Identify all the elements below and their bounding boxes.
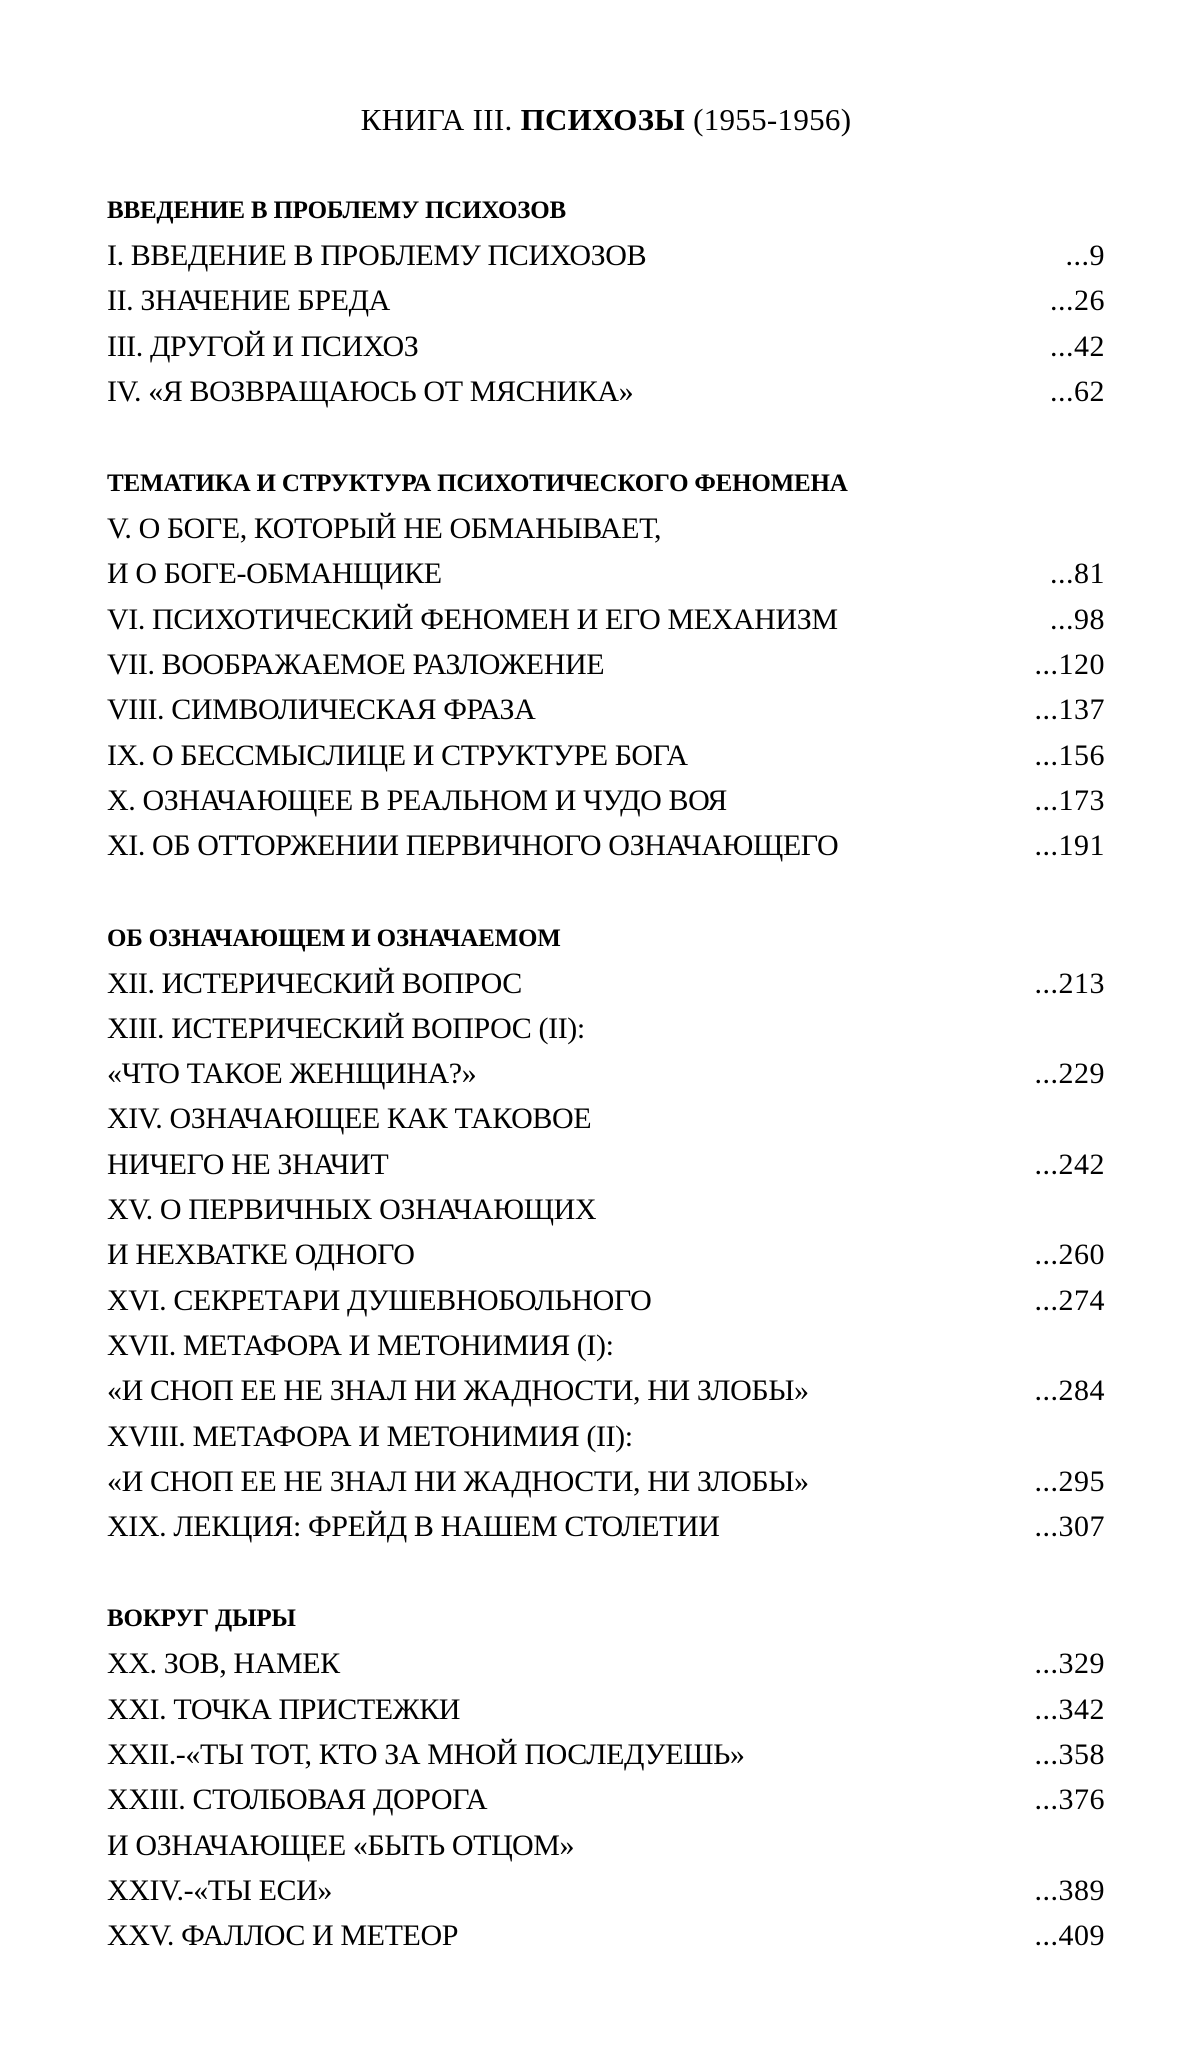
entry-title: XXIV.-«ТЫ ЕСИ» [107, 1873, 332, 1907]
entry-page-number: ...191 [1034, 829, 1105, 863]
toc-entry [107, 642, 1105, 687]
entry-page-number: ...242 [1034, 1147, 1105, 1181]
entry-page-number: ...120 [1034, 648, 1105, 682]
toc-entry [107, 1232, 1105, 1277]
entry-page-number: ...81 [1050, 557, 1105, 591]
entry-page-number: ...329 [1034, 1647, 1105, 1681]
toc-entry [107, 1868, 1105, 1913]
toc-entry [107, 1187, 1105, 1232]
toc-entry [107, 1414, 1105, 1459]
toc-entry [107, 823, 1105, 868]
entry-page-number: ...9 [1065, 239, 1105, 272]
entry-page-number: ...376 [1034, 1783, 1105, 1817]
entry-title: XXV. ФАЛЛОС И МЕТЕОР [107, 1919, 459, 1953]
entry-title: «И СНОП ЕЕ НЕ ЗНАЛ НИ ЖАДНОСТИ, НИ ЗЛОБЫ» [107, 1464, 809, 1498]
toc-section [107, 916, 1105, 1550]
toc-section [107, 461, 1105, 868]
toc-entry [107, 1096, 1105, 1141]
entry-title: I. ВВЕДЕНИЕ В ПРОБЛЕМУ ПСИХОЗОВ [107, 239, 647, 272]
toc-entry [107, 1006, 1105, 1051]
toc-entry [107, 1687, 1105, 1732]
entry-page-number: ...295 [1034, 1464, 1105, 1498]
entry-title: XVII. МЕТАФОРА И МЕТОНИМИЯ (I): [107, 1328, 614, 1362]
toc-entry [107, 597, 1105, 642]
entry-title: НИЧЕГО НЕ ЗНАЧИТ [107, 1147, 389, 1181]
entry-page-number: ...42 [1050, 329, 1105, 363]
book-years: (1955-1956) [693, 102, 852, 137]
entry-page-number: ...307 [1034, 1510, 1105, 1544]
entry-page-number: ...137 [1034, 693, 1105, 727]
toc-section [107, 1596, 1105, 1958]
book-prefix: КНИГА III. [360, 102, 513, 137]
entry-title: IX. О БЕССМЫСЛИЦЕ И СТРУКТУРЕ БОГА [107, 738, 688, 772]
section-heading: ОБ ОЗНАЧАЮЩЕМ И ОЗНАЧАЕМОМ [107, 924, 561, 952]
entry-title: «ЧТО ТАКОЕ ЖЕНЩИНА?» [107, 1057, 477, 1091]
toc-entry [107, 733, 1105, 778]
entry-title: XIII. ИСТЕРИЧЕСКИЙ ВОПРОС (II): [107, 1011, 585, 1045]
toc-entry [107, 369, 1105, 414]
section-heading: ВВЕДЕНИЕ В ПРОБЛЕМУ ПСИХОЗОВ [107, 197, 566, 224]
toc-entry [107, 1051, 1105, 1096]
entry-page-number: ...156 [1034, 738, 1105, 772]
entry-title: X. ОЗНАЧАЮЩЕЕ В РЕАЛЬНОМ И ЧУДО ВОЯ [107, 783, 727, 817]
entry-title: XVI. СЕКРЕТАРИ ДУШЕВНОБОЛЬНОГО [107, 1283, 652, 1317]
entry-title: XIX. ЛЕКЦИЯ: ФРЕЙД В НАШЕМ СТОЛЕТИИ [107, 1510, 720, 1544]
entry-title: III. ДРУГОЙ И ПСИХОЗ [107, 329, 419, 363]
toc-entry [107, 778, 1105, 823]
entry-page-number: ...260 [1034, 1238, 1105, 1272]
table-of-contents [107, 188, 1105, 2006]
toc-entry [107, 1368, 1105, 1413]
book-name: ПСИХОЗЫ [520, 102, 686, 137]
toc-entry [107, 1323, 1105, 1368]
entry-title: XIV. ОЗНАЧАЮЩЕЕ КАК ТАКОВОЕ [107, 1102, 592, 1136]
toc-entry [107, 961, 1105, 1006]
entry-title: И О БОГЕ-ОБМАНЩИКЕ [107, 557, 442, 591]
entry-title: II. ЗНАЧЕНИЕ БРЕДА [107, 284, 390, 318]
toc-entry [107, 1278, 1105, 1323]
entry-title: XX. ЗОВ, НАМЕК [107, 1647, 340, 1681]
section-heading: ВОКРУГ ДЫРЫ [107, 1605, 296, 1633]
toc-entry [107, 1142, 1105, 1187]
section-heading: ТЕМАТИКА И СТРУКТУРА ПСИХОТИЧЕСКОГО ФЕНОМЕНА [107, 470, 848, 498]
entry-page-number: ...274 [1034, 1283, 1105, 1317]
entry-page-number: ...229 [1034, 1057, 1105, 1091]
entry-page-number: ...284 [1034, 1374, 1105, 1408]
entry-title: XXIII. СТОЛБОВАЯ ДОРОГА [107, 1783, 488, 1817]
entry-title: XVIII. МЕТАФОРА И МЕТОНИМИЯ (II): [107, 1419, 633, 1453]
entry-title: V. О БОГЕ, КОТОРЫЙ НЕ ОБМАНЫВАЕТ, [107, 512, 662, 546]
toc-entry [107, 324, 1105, 369]
toc-entry [107, 1913, 1105, 1958]
toc-entry [107, 506, 1105, 551]
entry-page-number: ...213 [1034, 966, 1105, 1000]
entry-page-number: ...358 [1034, 1738, 1105, 1772]
entry-page-number: ...98 [1050, 602, 1105, 636]
entry-title: И НЕХВАТКЕ ОДНОГО [107, 1238, 415, 1272]
toc-entry [107, 1732, 1105, 1777]
entry-title: XV. О ПЕРВИЧНЫХ ОЗНАЧАЮЩИХ [107, 1193, 597, 1227]
toc-entry [107, 1823, 1105, 1868]
book-title [107, 100, 1105, 140]
entry-page-number: ...173 [1034, 783, 1105, 817]
entry-title: VI. ПСИХОТИЧЕСКИЙ ФЕНОМЕН И ЕГО МЕХАНИЗМ [107, 602, 838, 636]
entry-title: XII. ИСТЕРИЧЕСКИЙ ВОПРОС [107, 966, 522, 1000]
entry-title: XXI. ТОЧКА ПРИСТЕЖКИ [107, 1692, 461, 1726]
entry-title: XI. ОБ ОТТОРЖЕНИИ ПЕРВИЧНОГО ОЗНАЧАЮЩЕГО [107, 829, 839, 863]
toc-entry [107, 1641, 1105, 1686]
toc-entry [107, 278, 1105, 323]
toc-entry [107, 551, 1105, 596]
entry-page-number: ...62 [1050, 374, 1105, 408]
toc-section [107, 188, 1105, 414]
entry-title: XXII.-«ТЫ ТОТ, КТО ЗА МНОЙ ПОСЛЕДУЕШЬ» [107, 1738, 745, 1772]
toc-entry [107, 687, 1105, 732]
entry-page-number: ...409 [1034, 1919, 1105, 1953]
entry-page-number: ...389 [1034, 1873, 1105, 1907]
toc-entry [107, 1777, 1105, 1822]
toc-entry [107, 1459, 1105, 1504]
entry-title: «И СНОП ЕЕ НЕ ЗНАЛ НИ ЖАДНОСТИ, НИ ЗЛОБЫ» [107, 1374, 809, 1408]
toc-entry [107, 1504, 1105, 1549]
entry-title: IV. «Я ВОЗВРАЩАЮСЬ ОТ МЯСНИКА» [107, 374, 634, 408]
entry-page-number: ...342 [1034, 1692, 1105, 1726]
toc-entry [107, 233, 1105, 278]
entry-title: И ОЗНАЧАЮЩЕЕ «БЫТЬ ОТЦОМ» [107, 1828, 575, 1862]
entry-page-number: ...26 [1050, 284, 1105, 318]
entry-title: VIII. СИМВОЛИЧЕСКАЯ ФРАЗА [107, 693, 536, 727]
entry-title: VII. ВООБРАЖАЕМОЕ РАЗЛОЖЕНИЕ [107, 648, 605, 682]
